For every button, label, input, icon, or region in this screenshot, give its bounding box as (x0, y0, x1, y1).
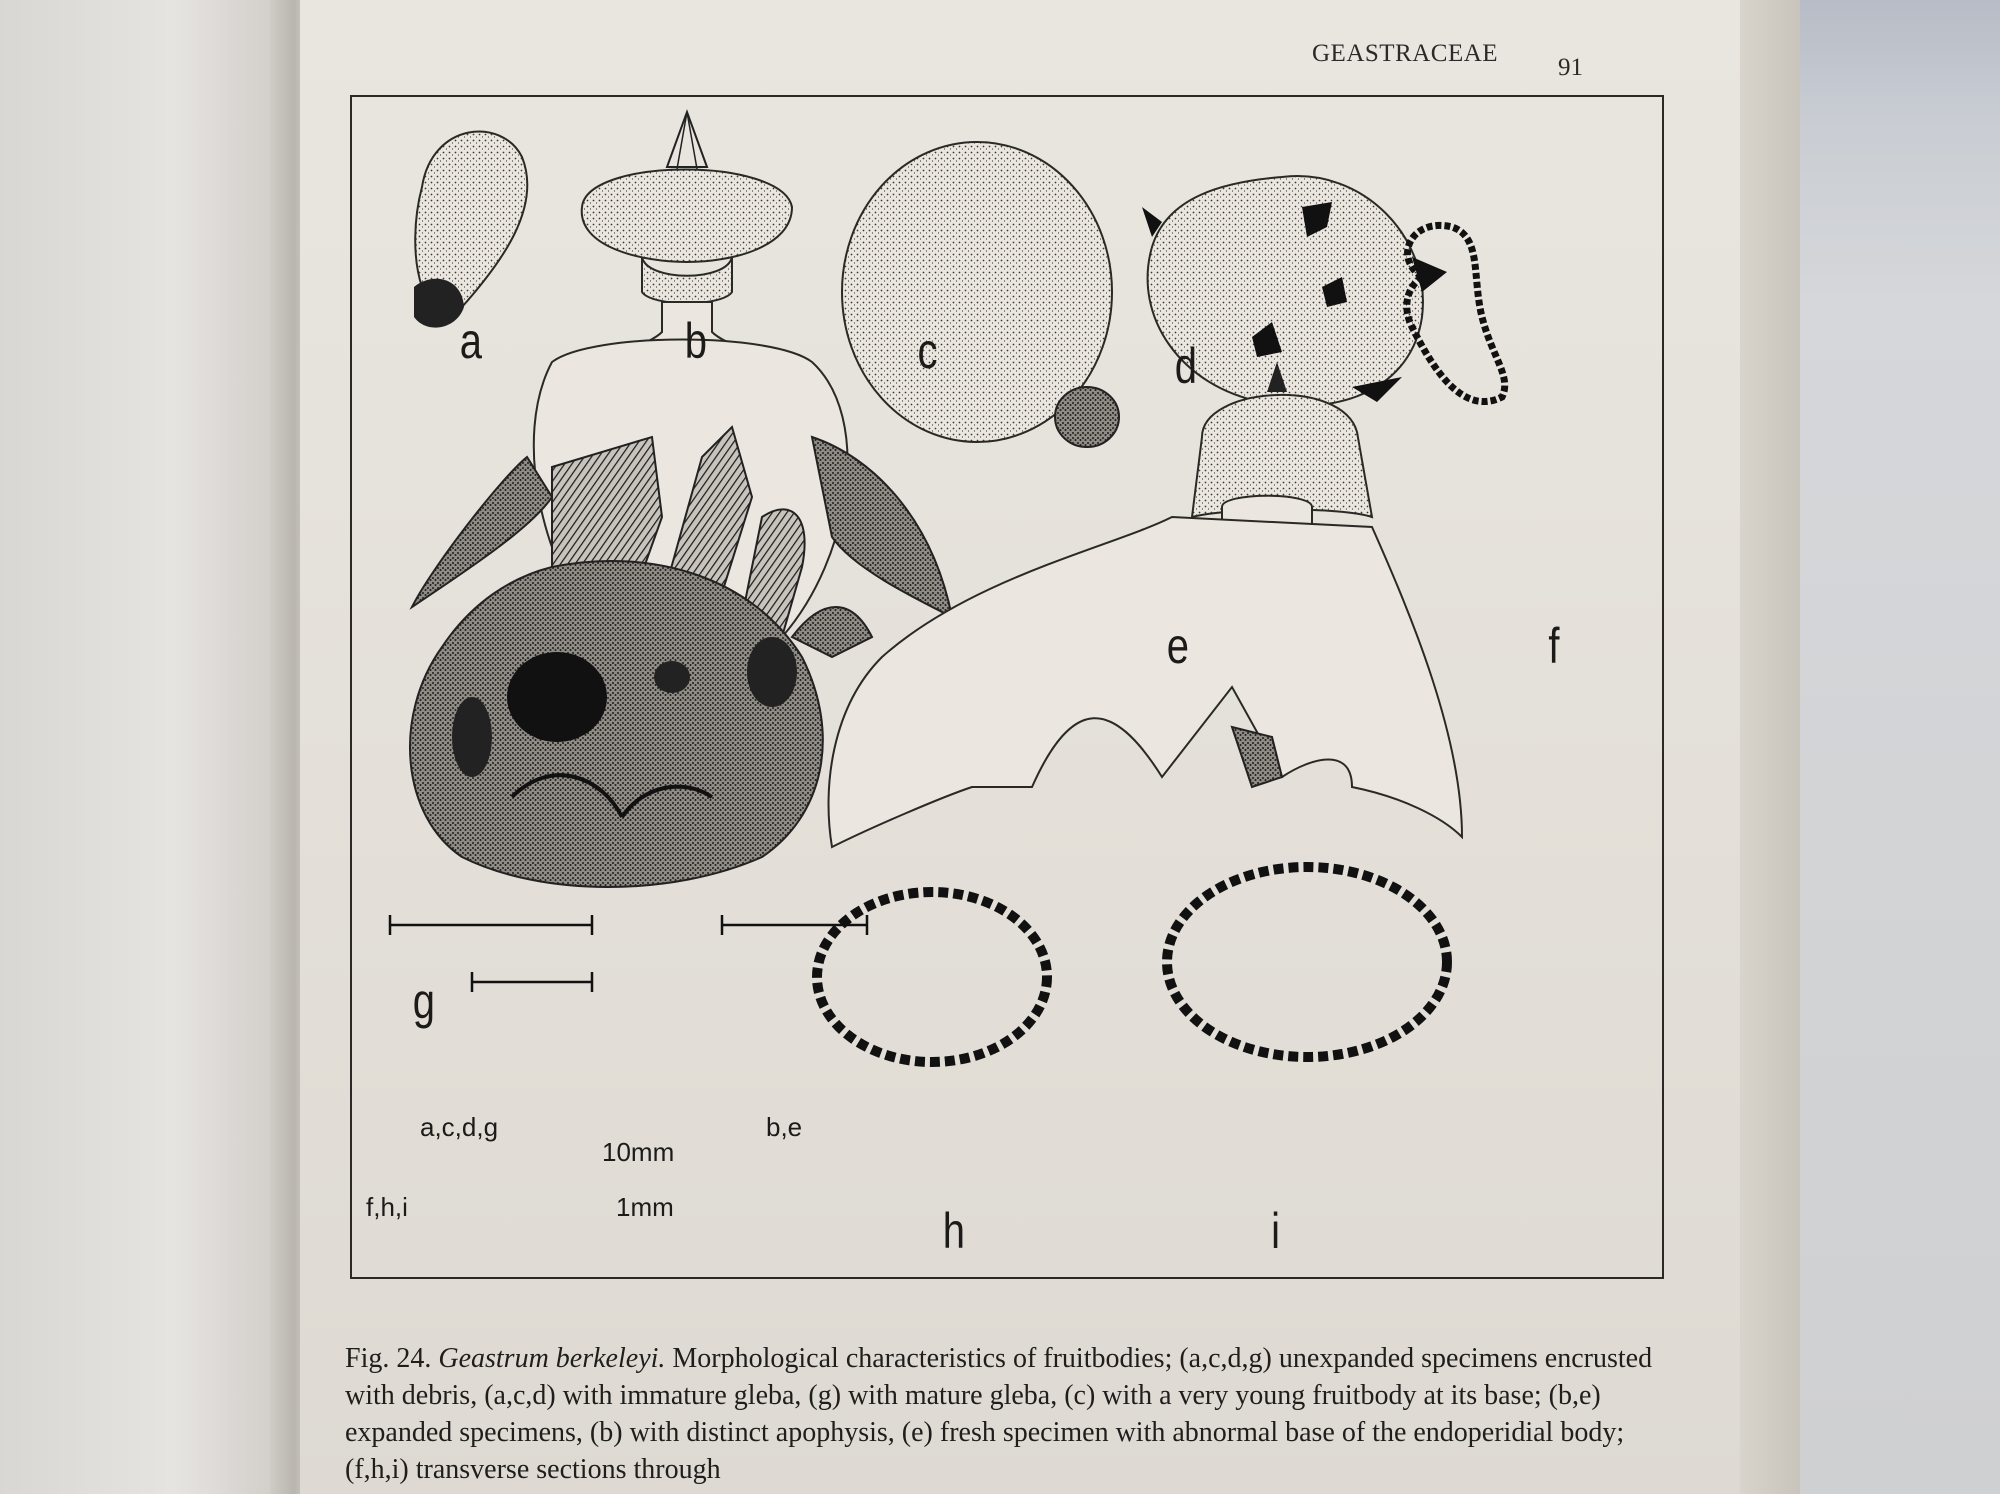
panel-label-f: f (1548, 618, 1560, 674)
scale-label-be: b,e (766, 1112, 803, 1142)
panel-label-b: b (684, 313, 708, 369)
panel-label-e: e (1166, 618, 1190, 674)
specimen-h (817, 892, 1047, 1062)
page-number: 91 (1558, 54, 1583, 81)
scale-bars (390, 915, 867, 992)
scale-label-10mm: 10mm (602, 1137, 675, 1167)
panel-label-d: d (1174, 338, 1198, 394)
caption-text: Morphological characteristics of fruitbodies; (a,c,d,g) unexpanded specimens encrusted with debris, (a,c,d) with immature gleba, (g) with mature gleba, (c) with a very young fruitbody at its base; (b,e) expanded specimens, (b) with distinct apophysis, (e) fresh specimen with abnormal base of the endoperidial body; (f,h,i) transverse sections through (345, 1343, 1653, 1485)
figure-caption (345, 1340, 1655, 1488)
panel-label-c: c (917, 323, 938, 379)
figure-frame (350, 95, 1664, 1279)
panel-label-g: g (412, 973, 436, 1029)
left-page (0, 0, 290, 1494)
scale-label-acdg: a,c,d,g (420, 1112, 499, 1142)
specimen-e (829, 362, 1462, 847)
specimen-i (1167, 867, 1447, 1057)
specimen-g (410, 561, 823, 887)
panel-label-i: i (1271, 1203, 1280, 1259)
background-fabric (1770, 0, 2000, 1494)
scale-label-1mm: 1mm (616, 1192, 674, 1222)
caption-species: Geastrum berkeleyi. (438, 1343, 666, 1374)
panel-label-a: a (459, 313, 483, 369)
panel-label-h: h (942, 1203, 966, 1259)
figure-illustration (352, 97, 1662, 1277)
scale-label-fhi: f,h,i (366, 1192, 408, 1222)
page-edge (1740, 0, 1800, 1494)
specimen-a (414, 132, 527, 328)
specimen-c (842, 142, 1119, 447)
running-head: GEASTRACEAE (1312, 40, 1499, 67)
caption-fig-no: Fig. 24. (345, 1343, 432, 1374)
